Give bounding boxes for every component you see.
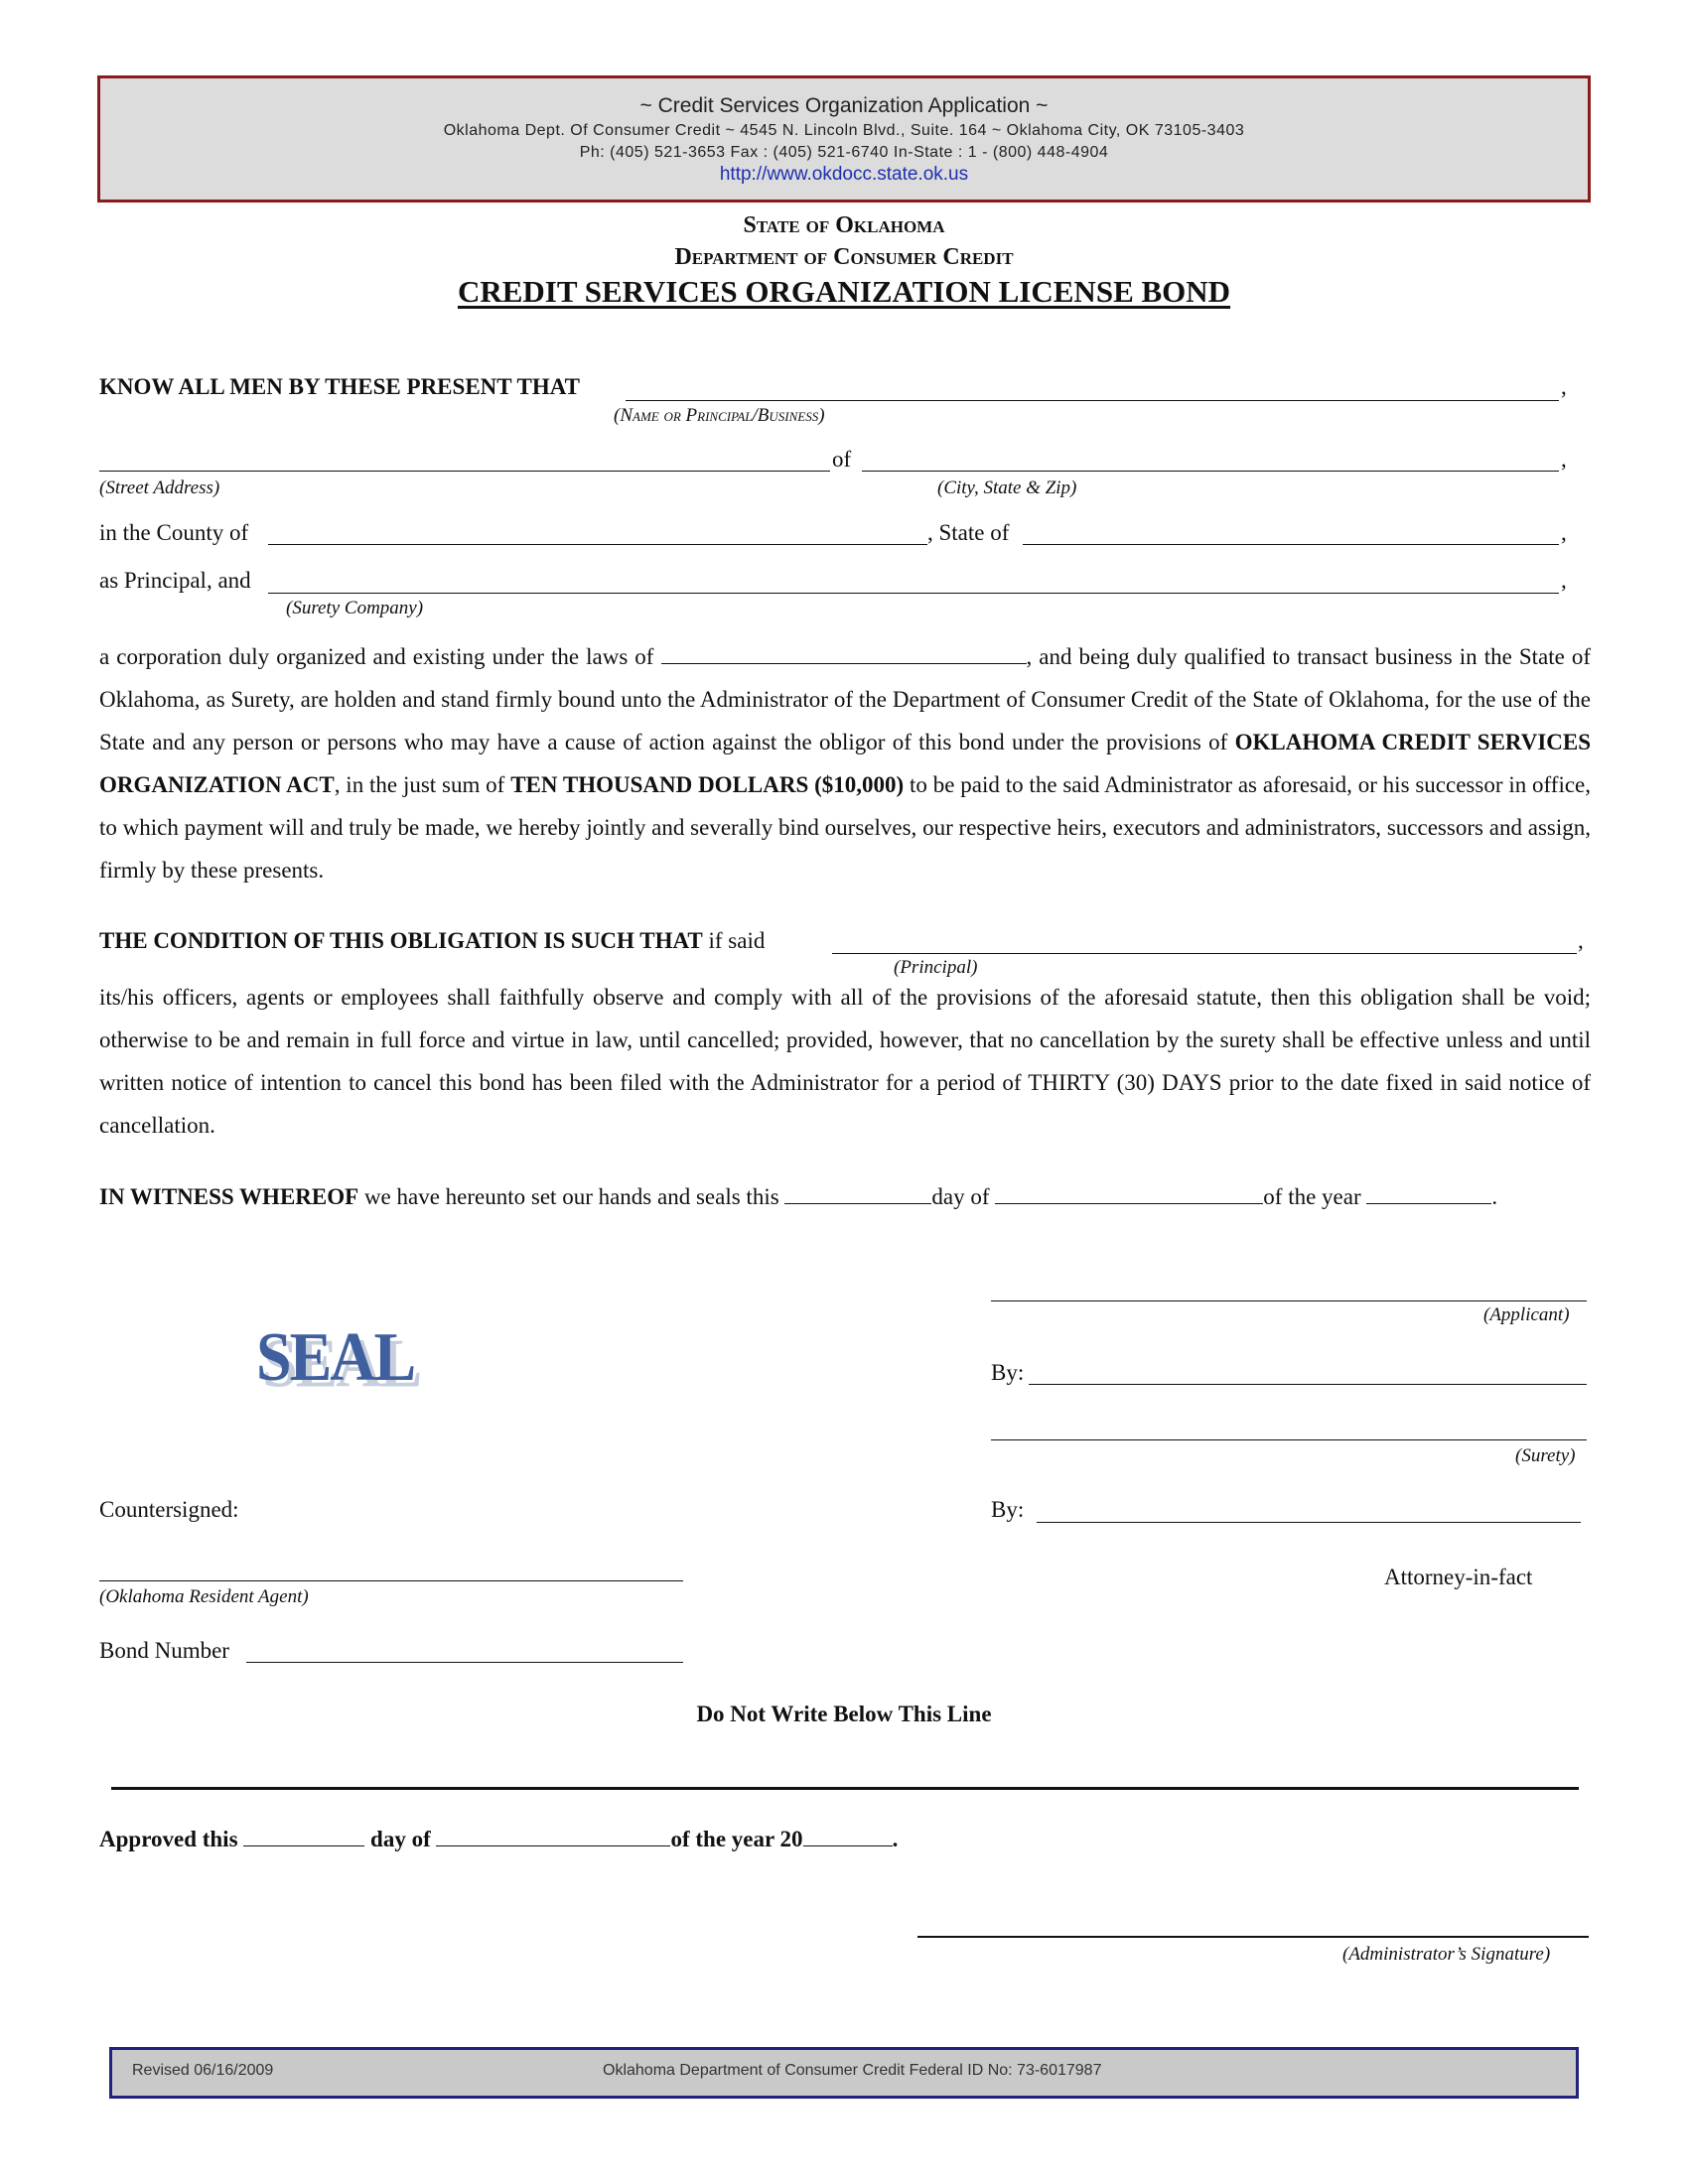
witness-day-field[interactable] (784, 1185, 931, 1204)
footer-box (109, 2047, 1579, 2099)
city-label: (City, State & Zip) (937, 478, 1077, 498)
comma: , (1561, 374, 1567, 399)
revised-date: Revised 06/16/2009 (132, 2062, 274, 2079)
bond-sum: TEN THOUSAND DOLLARS ($10,000) (510, 772, 905, 797)
attorney-label: Attorney-in-fact (1384, 1565, 1533, 1589)
principal-label: (Principal) (894, 957, 978, 978)
surety-company-field[interactable] (268, 593, 1559, 594)
witness-month-field[interactable] (995, 1185, 1263, 1204)
approved-of-year: of the year 20 (670, 1827, 803, 1851)
laws-of-field[interactable] (661, 645, 1027, 664)
admin-signature-label: (Administrator’s Signature) (1342, 1944, 1551, 1965)
if-said-text: if said (708, 928, 766, 953)
witness-line (99, 1184, 1648, 1210)
comma: , (1561, 447, 1567, 472)
applicant-label: (Applicant) (1483, 1304, 1570, 1325)
applicant-signature-field[interactable] (991, 1300, 1587, 1301)
county-text: in the County of (99, 520, 249, 545)
principal-field[interactable] (832, 953, 1577, 954)
approved-text: Approved this (99, 1827, 238, 1851)
department-title: Department of Consumer Credit (674, 244, 1014, 270)
state-field[interactable] (1023, 544, 1559, 545)
name-label: (Name or Principal/Business) (614, 405, 825, 426)
period: . (892, 1827, 899, 1851)
resident-agent-field[interactable] (99, 1580, 683, 1581)
approved-day-field[interactable] (243, 1828, 364, 1846)
seal-mark: SEAL (256, 1317, 415, 1396)
state-title: State of Oklahoma (743, 212, 945, 238)
approved-month-field[interactable] (436, 1828, 670, 1846)
header-title: ~ Credit Services Organization Application ~ (639, 94, 1049, 117)
para1-lead: a corporation duly organized and existing under the laws of (99, 644, 654, 669)
condition-lead: THE CONDITION OF THIS OBLIGATION IS SUCH THAT (99, 928, 703, 953)
witness-year-field[interactable] (1366, 1185, 1491, 1204)
approved-day-of: day of (370, 1827, 431, 1851)
comma: , (1561, 520, 1567, 545)
bond-number-field[interactable] (246, 1662, 683, 1663)
bond-title: CREDIT SERVICES ORGANIZATION LICENSE BOND (457, 274, 1231, 309)
bond-paragraph (99, 635, 1591, 891)
surety-label: (Surety Company) (286, 598, 424, 618)
county-field[interactable] (268, 544, 927, 545)
witness-text: we have hereunto set our hands and seals this (363, 1184, 779, 1209)
city-state-zip-field[interactable] (862, 471, 1559, 472)
witness-of-year: of the year (1263, 1184, 1361, 1209)
by-label-2: By: (991, 1497, 1025, 1522)
admin-signature-field[interactable] (917, 1936, 1589, 1938)
principal-and-text: as Principal, and (99, 568, 251, 593)
by-applicant-field[interactable] (1029, 1384, 1587, 1385)
surety-sig-label: (Surety) (1515, 1445, 1576, 1466)
approved-year-field[interactable] (803, 1828, 893, 1846)
para1-after: , and being duly qualified to transact business in the State of Oklahoma, as Surety, are holden and stand firmly bound unto the Administrator of the Department of Consumer Credit of the State of Oklahoma, for the use of the State and any person or persons who may have a cause of action against the obligor of this bond under the provisions of (99, 644, 1592, 754)
header-url[interactable]: http://www.okdocc.state.ok.us (719, 164, 969, 185)
do-not-write-label: Do Not Write Below This Line (696, 1702, 992, 1726)
of-text: of (832, 447, 852, 472)
para1-mid: , in the just sum of (334, 772, 505, 797)
state-of-text: , State of (927, 520, 1010, 545)
comma: , (1578, 928, 1584, 953)
countersigned-label: Countersigned: (99, 1497, 239, 1522)
street-label: (Street Address) (99, 478, 220, 498)
bond-number-label: Bond Number (99, 1638, 229, 1663)
resident-agent-label: (Oklahoma Resident Agent) (99, 1586, 309, 1607)
condition-body: its/his officers, agents or employees shall faithfully observe and comply with all of the provisions of the aforesaid statute, then this obligation shall be void; otherwise to be and remain in full force and virtue in law, until cancelled; provided, however, that no cancellation by the surety shall be effective unless and until written notice of intention to cancel this bond has been filed with the Administrator for a period of THIRTY (30) DAYS prior to the date fixed in said notice of cancellation. (99, 985, 1591, 1138)
by-surety-field[interactable] (1037, 1522, 1581, 1523)
para1-rest: to be paid to the said Administrator as aforesaid, or his successor in office, to which payment will and truly be made, we hereby jointly and severally bind ourselves, our respective heirs, executors and administrators, successors and assign, firmly by these presents. (99, 772, 1592, 883)
witness-lead: IN WITNESS WHEREOF (99, 1184, 359, 1209)
condition-line (99, 928, 765, 954)
period: . (1491, 1184, 1498, 1209)
federal-id: Oklahoma Department of Consumer Credit Federal ID No: 73-6017987 (603, 2062, 1102, 2079)
know-all-lead: KNOW ALL MEN BY THESE PRESENT THAT (99, 374, 580, 399)
approved-line (99, 1827, 898, 1852)
comma: , (1561, 568, 1567, 593)
surety-signature-field[interactable] (991, 1439, 1587, 1440)
by-label-1: By: (991, 1360, 1025, 1385)
divider-line (111, 1787, 1579, 1790)
header-address: Oklahoma Dept. Of Consumer Credit ~ 4545 N. Lincoln Blvd., Suite. 164 ~ Oklahoma City, OK 73105-3403 (443, 122, 1245, 139)
header-box (97, 75, 1591, 203)
street-address-field[interactable] (99, 471, 830, 472)
principal-name-field[interactable] (626, 400, 1559, 401)
witness-day-of: day of (931, 1184, 990, 1209)
header-phones: Ph: (405) 521-3653 Fax : (405) 521-6740 In-State : 1 - (800) 448-4904 (579, 144, 1109, 161)
act-name: OKLAHOMA CREDIT SERVICES ORGANIZATION ACT (99, 730, 1592, 797)
